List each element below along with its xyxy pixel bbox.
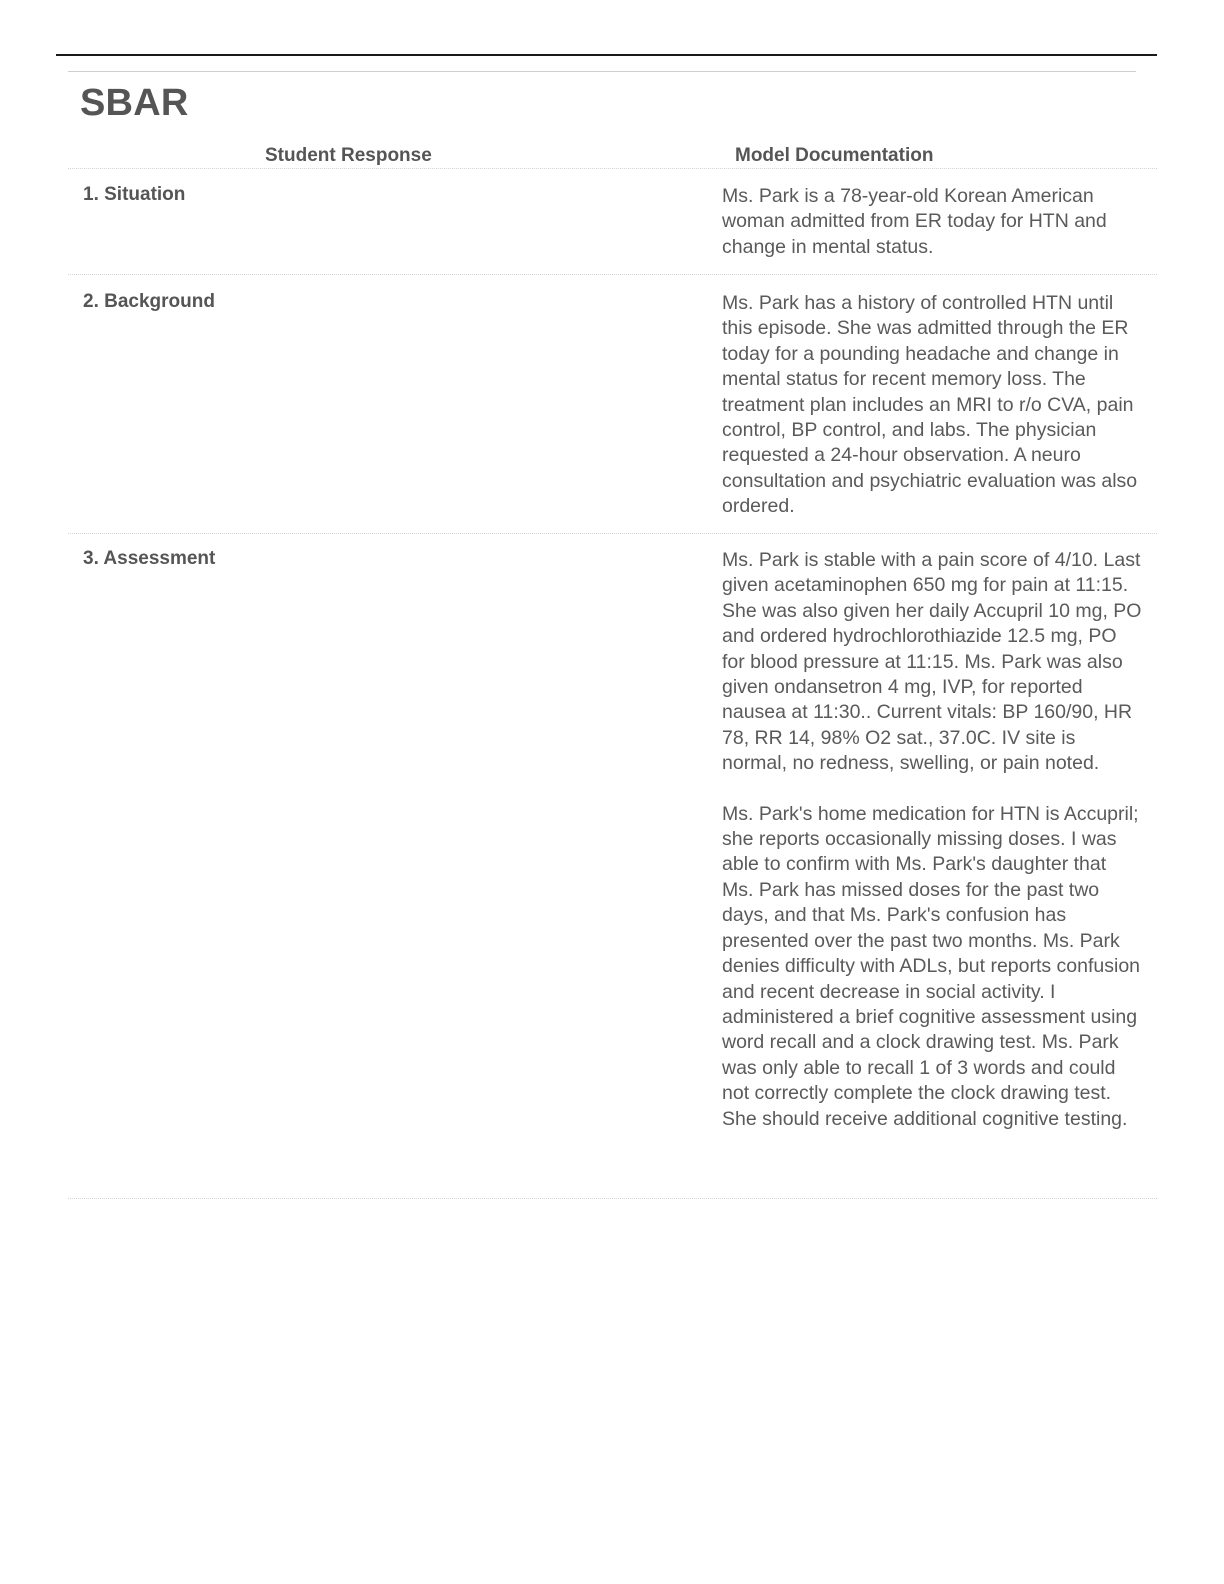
row-label-situation: 1. Situation bbox=[83, 184, 186, 205]
sbar-row-assessment bbox=[68, 548, 1157, 1199]
row-label-background: 2. Background bbox=[83, 291, 215, 312]
top-divider bbox=[56, 54, 1157, 56]
header-divider bbox=[68, 168, 1157, 169]
model-documentation-background bbox=[722, 291, 1142, 520]
paragraph: Ms. Park is a 78-year-old Korean American woman admitted from ER today for HTN and change in mental status. bbox=[722, 185, 1107, 258]
paragraph: Ms. Park has a history of controlled HTN until this episode. She was admitted through the ER today for a pounding headache and change in mental status for recent memory loss. The treatment plan includes an MRI to r/o CVA, pain control, BP control, and labs. The physician requested a 24-hour observation. A neuro consultation and psychiatric evaluation was also ordered. bbox=[722, 292, 1138, 518]
row-label-assessment: 3. Assessment bbox=[83, 548, 216, 569]
paragraph: Ms. Park is stable with a pain score of 4/10. Last given acetaminophen 650 mg for pain at 11:15. She was also given her daily Accupril 10 mg, PO and ordered hydrochlorothiazide 12.5 mg, PO for blood pressure at 11:15. Ms. Park was also given ondansetron 4 mg, IVP, for reported nausea at 11:30.. Current vitals: BP 160/90, HR 78, RR 14, 98% O2 sat., 37.0C. IV site is normal, no redness, swelling, or pain noted. bbox=[722, 549, 1142, 775]
model-documentation-situation bbox=[722, 184, 1142, 260]
paragraph: Ms. Park's home medication for HTN is Accupril; she reports occasionally missing doses. I was able to confirm with Ms. Park's daughter that Ms. Park has missed doses for the past two days, and that Ms. Park's confusion has presented over the past two months. Ms. Park denies difficulty with ADLs, but reports confusion and recent decrease in social activity. I administered a brief cognitive assessment using word recall and a clock drawing test. Ms. Park was only able to recall 1 of 3 words and could not correctly complete the clock drawing test. She should receive additional cognitive testing. bbox=[722, 802, 1141, 1130]
sbar-row-situation bbox=[68, 184, 1157, 275]
sbar-row-background bbox=[68, 291, 1157, 534]
page-title: SBAR bbox=[80, 82, 189, 124]
column-header-model-documentation: Model Documentation bbox=[735, 145, 934, 166]
column-header-student-response: Student Response bbox=[265, 145, 432, 166]
model-documentation-assessment bbox=[722, 548, 1142, 1132]
title-divider bbox=[68, 71, 1136, 72]
